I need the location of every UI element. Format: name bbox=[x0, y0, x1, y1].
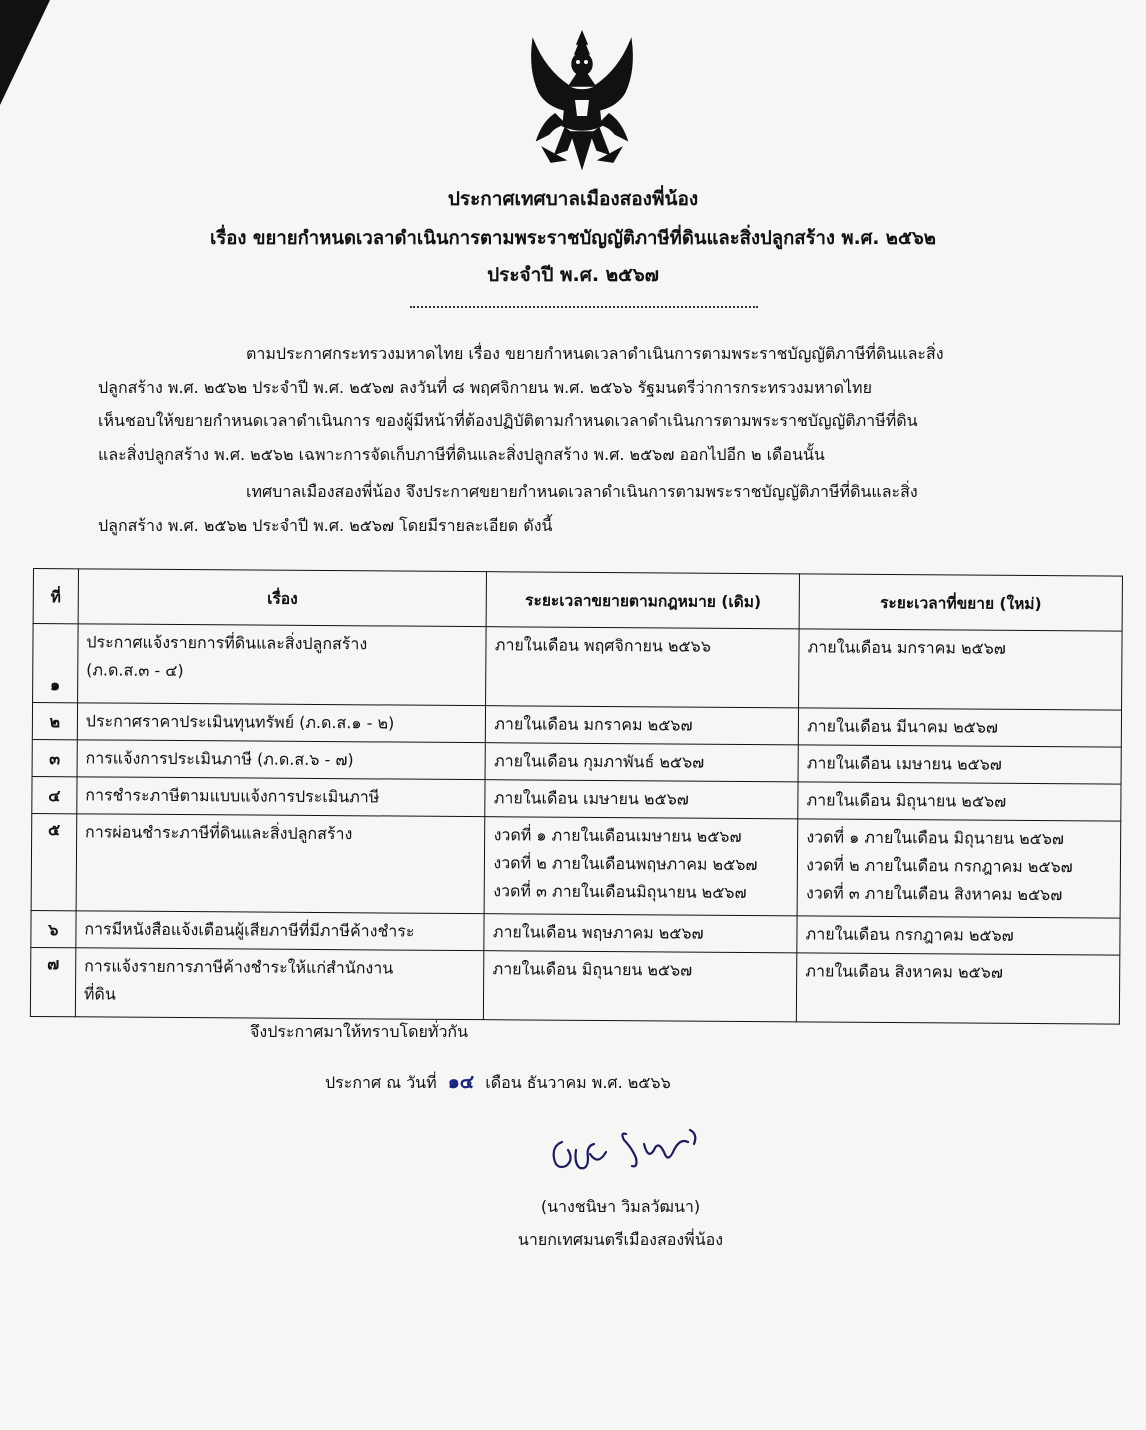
row-old-period bbox=[485, 817, 798, 916]
row-old-period bbox=[484, 914, 797, 953]
row-no: ๒ bbox=[32, 703, 77, 740]
row-new-period bbox=[797, 819, 1120, 918]
row-no: ๓ bbox=[32, 739, 77, 776]
row-old-period bbox=[484, 951, 797, 1022]
paragraph-line: เห็นชอบให้ขยายกำหนดเวลาดำเนินการ ของผู้มีหน้าที่ต้องปฏิบัติตามกำหนดเวลาดำเนินการตามพระราชบัญญัติภาษีที่ดิน bbox=[98, 411, 918, 430]
paragraph-1 bbox=[98, 337, 1053, 471]
announcement-date bbox=[325, 1067, 671, 1097]
cell-line: งวดที่ ๑ ภายในเดือน มิถุนายน ๒๕๖๗ bbox=[806, 827, 1065, 849]
cell-line: งวดที่ ๒ ภายในเดือนพฤษภาคม ๒๕๖๗ bbox=[493, 853, 758, 875]
row-no: ๖ bbox=[31, 910, 76, 947]
handwritten-signature bbox=[540, 1120, 715, 1190]
cell-line: การผ่อนชำระภาษีที่ดินและสิ่งปลูกสร้าง bbox=[84, 822, 353, 844]
cell-line: การชำระภาษีตามแบบแจ้งการประเมินภาษี bbox=[85, 785, 380, 807]
cell-line: ภายในเดือน สิงหาคม ๒๕๖๗ bbox=[805, 961, 1003, 982]
cell-line: ประกาศแจ้งรายการที่ดินและสิ่งปลูกสร้าง bbox=[86, 632, 368, 654]
cell-line: ภายในเดือน มิถุนายน ๒๕๖๗ bbox=[492, 959, 693, 980]
row-new-period bbox=[799, 629, 1122, 710]
paragraph-line: เทศบาลเมืองสองพี่น้อง จึงประกาศขยายกำหนดเวลาดำเนินการตามพระราชบัญญัติภาษีที่ดินและสิ่ง bbox=[246, 482, 918, 501]
row-old-period bbox=[485, 780, 798, 819]
row-no: ๑ bbox=[33, 624, 78, 703]
header-no: ที่ bbox=[33, 569, 78, 624]
cell-line: ภายในเดือน กุมภาพันธ์ ๒๕๖๗ bbox=[494, 751, 705, 772]
cell-line: ภายในเดือน เมษายน ๒๕๖๗ bbox=[806, 753, 1002, 774]
header-subject: เรื่อง bbox=[78, 569, 487, 627]
cell-line: การแจ้งรายการภาษีค้างชำระให้แก่สำนักงาน bbox=[84, 956, 394, 978]
cell-line: ประกาศราคาประเมินทุนทรัพย์ (ภ.ด.ส.๑ - ๒) bbox=[85, 711, 395, 733]
paragraph-2 bbox=[98, 475, 1053, 542]
cell-line: งวดที่ ๑ ภายในเดือนเมษายน ๒๕๖๗ bbox=[493, 825, 742, 846]
announcement-title: ประกาศเทศบาลเมืองสองพี่น้อง bbox=[447, 188, 699, 210]
cell-line: ภายในเดือน พฤษภาคม ๒๕๖๗ bbox=[492, 922, 704, 943]
cell-line: ภายในเดือน มกราคม ๒๕๖๗ bbox=[494, 714, 693, 735]
date-day: ๑๔ bbox=[447, 1071, 475, 1093]
row-old-period bbox=[486, 706, 799, 745]
announcement-subject: เรื่อง ขยายกำหนดเวลาดำเนินการตามพระราชบัญญัติภาษีที่ดินและสิ่งปลูกสร้าง พ.ศ. ๒๕๖๒ bbox=[210, 228, 936, 249]
signer-name: (นางชนิษา วิมลวัฒนา) bbox=[540, 1197, 701, 1216]
closing-notice: จึงประกาศมาให้ทราบโดยทั่วกัน bbox=[250, 1022, 469, 1041]
row-no: ๔ bbox=[32, 776, 77, 813]
table-header-row bbox=[33, 569, 1122, 632]
row-no: ๕ bbox=[31, 813, 77, 910]
table-row bbox=[30, 947, 1119, 1024]
header-old-period: ระยะเวลาขยายตามกฎหมาย (เดิม) bbox=[487, 572, 800, 629]
date-suffix: เดือน ธันวาคม พ.ศ. ๒๕๖๖ bbox=[485, 1073, 671, 1092]
row-old-period bbox=[486, 627, 799, 708]
row-new-period bbox=[798, 745, 1121, 784]
row-old-period bbox=[486, 743, 799, 782]
cell-line: ภายในเดือน กรกฎาคม ๒๕๖๗ bbox=[805, 924, 1014, 945]
row-new-period bbox=[797, 953, 1120, 1024]
header-new-period: ระยะเวลาที่ขยาย (ใหม่) bbox=[799, 574, 1122, 631]
cell-line: งวดที่ ๓ ภายในเดือนมิถุนายน ๒๕๖๗ bbox=[493, 881, 747, 902]
row-new-period bbox=[799, 708, 1122, 747]
announcement-year: ประจำปี พ.ศ. ๒๕๖๗ bbox=[487, 264, 659, 286]
cell-line: ภายในเดือน เมษายน ๒๕๖๗ bbox=[493, 788, 689, 809]
date-prefix: ประกาศ ณ วันที่ bbox=[325, 1073, 437, 1092]
row-new-period bbox=[797, 916, 1120, 955]
photo-corner-shadow bbox=[0, 0, 50, 105]
cell-line: (ภ.ด.ส.๓ - ๔) bbox=[86, 660, 184, 681]
cell-line: ที่ดิน bbox=[83, 984, 116, 1004]
paragraph-line: ปลูกสร้าง พ.ศ. ๒๕๖๒ ประจำปี พ.ศ. ๒๕๖๗ โดยมีรายละเอียด ดังนี้ bbox=[98, 515, 553, 535]
row-new-period bbox=[798, 782, 1121, 821]
row-no: ๗ bbox=[30, 947, 75, 1016]
cell-line: ภายในเดือน มกราคม ๒๕๖๗ bbox=[807, 637, 1006, 658]
paragraph-line: ปลูกสร้าง พ.ศ. ๒๕๖๒ ประจำปี พ.ศ. ๒๕๖๗ ลงวันที่ ๘ พฤศจิกายน พ.ศ. ๒๕๖๖ รัฐมนตรีว่าการกระทรวงมหาดไทย bbox=[98, 377, 872, 397]
row-subject bbox=[77, 777, 486, 817]
cell-line: การมีหนังสือแจ้งเตือนผู้เสียภาษีที่มีภาษีค้างชำระ bbox=[84, 919, 415, 941]
paragraph-line: และสิ่งปลูกสร้าง พ.ศ. ๒๕๖๒ เฉพาะการจัดเก็บภาษีที่ดินและสิ่งปลูกสร้าง พ.ศ. ๒๕๖๗ ออกไปอีก ๒ เดือนนั้น bbox=[98, 444, 825, 464]
cell-line: ภายในเดือน มีนาคม ๒๕๖๗ bbox=[807, 716, 999, 737]
table-row bbox=[33, 624, 1123, 711]
cell-line: ภายในเดือน มิถุนายน ๒๕๖๗ bbox=[806, 790, 1007, 811]
cell-line: งวดที่ ๒ ภายในเดือน กรกฎาคม ๒๕๖๗ bbox=[806, 855, 1073, 877]
cell-line: ภายในเดือน พฤศจิกายน ๒๕๖๖ bbox=[494, 635, 711, 656]
signer-title: นายกเทศมนตรีเมืองสองพี่น้อง bbox=[517, 1230, 724, 1249]
schedule-table bbox=[30, 568, 1123, 1025]
cell-line: งวดที่ ๓ ภายในเดือน สิงหาคม ๒๕๖๗ bbox=[805, 883, 1063, 905]
paragraph-line: ตามประกาศกระทรวงมหาดไทย เรื่อง ขยายกำหนดเวลาดำเนินการตามพระราชบัญญัติภาษีที่ดินและสิ่ง bbox=[246, 344, 944, 363]
garuda-emblem-icon bbox=[525, 30, 640, 170]
cell-line: การแจ้งการประเมินภาษี (ภ.ด.ส.๖ - ๗) bbox=[85, 748, 354, 770]
row-subject bbox=[76, 911, 485, 951]
dotted-separator bbox=[410, 296, 758, 308]
table-row bbox=[31, 813, 1121, 918]
row-subject bbox=[77, 624, 486, 706]
row-subject bbox=[75, 948, 484, 1020]
row-subject bbox=[77, 703, 486, 743]
row-subject bbox=[77, 740, 486, 780]
row-subject bbox=[76, 814, 485, 914]
